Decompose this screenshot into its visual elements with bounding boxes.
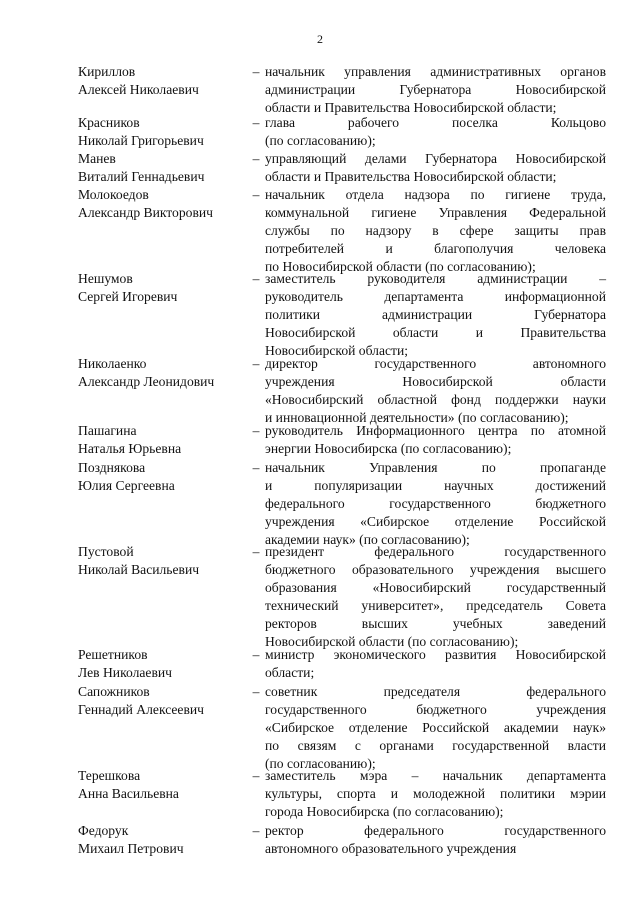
position-line: руководитель Информационного центра по атомной bbox=[265, 423, 606, 438]
position-line: коммунальной гигиене Управления Федеральной bbox=[265, 205, 606, 220]
entry-dash: – bbox=[252, 647, 260, 662]
position-line: бюджетного образовательного учреждения высшего bbox=[265, 562, 606, 577]
member-given-names: Алексей Николаевич bbox=[78, 82, 199, 97]
member-name bbox=[78, 270, 248, 306]
member-given-names: Юлия Сергеевна bbox=[78, 478, 175, 493]
position-line: и инновационной деятельности» (по согласованию); bbox=[265, 410, 569, 425]
member-surname: Сапожников bbox=[78, 684, 150, 699]
entry-dash: – bbox=[252, 115, 260, 130]
position-line: области и Правительства Новосибирской области; bbox=[265, 169, 557, 184]
member-name bbox=[78, 150, 248, 186]
position-line: государственного бюджетного учреждения bbox=[265, 702, 606, 717]
position-line: директор государственного автономного bbox=[265, 356, 606, 371]
position-line: культуры, спорта и молодежной политики мэрии bbox=[265, 786, 606, 801]
position-line: технический университет», председатель Совета bbox=[265, 598, 606, 613]
position-line: автономного образовательного учреждения bbox=[265, 841, 517, 856]
member-position bbox=[265, 63, 606, 117]
member-given-names: Николай Григорьевич bbox=[78, 133, 204, 148]
position-line: начальник управления административных органов bbox=[265, 64, 606, 79]
position-line: руководитель департамента информационной bbox=[265, 289, 606, 304]
member-surname: Красников bbox=[78, 115, 140, 130]
position-line: (по согласованию); bbox=[265, 756, 376, 771]
member-position bbox=[265, 767, 606, 821]
member-surname: Пустовой bbox=[78, 544, 134, 559]
member-surname: Федорук bbox=[78, 823, 129, 838]
position-line: начальник отдела надзора по гигиене труда, bbox=[265, 187, 606, 202]
member-position bbox=[265, 355, 606, 427]
entry-dash: – bbox=[252, 187, 260, 202]
position-line: управляющий делами Губернатора Новосибирской bbox=[265, 151, 606, 166]
position-line: по Новосибирской области (по согласованию); bbox=[265, 259, 536, 274]
member-position bbox=[265, 114, 606, 150]
member-surname: Манев bbox=[78, 151, 116, 166]
position-line: начальник Управления по пропаганде bbox=[265, 460, 606, 475]
position-line: глава рабочего поселка Кольцово bbox=[265, 115, 606, 130]
position-line: федерального государственного бюджетного bbox=[265, 496, 606, 511]
member-given-names: Наталья Юрьевна bbox=[78, 441, 182, 456]
member-name bbox=[78, 186, 248, 222]
member-given-names: Михаил Петрович bbox=[78, 841, 184, 856]
member-given-names: Александр Викторович bbox=[78, 205, 213, 220]
member-position bbox=[265, 683, 606, 773]
member-surname: Решетников bbox=[78, 647, 148, 662]
member-surname: Позднякова bbox=[78, 460, 146, 475]
member-position bbox=[265, 822, 606, 858]
position-line: «Новосибирский областной фонд поддержки науки bbox=[265, 392, 606, 407]
member-given-names: Лев Николаевич bbox=[78, 665, 172, 680]
position-line: энергии Новосибирска (по согласованию); bbox=[265, 441, 512, 456]
member-name bbox=[78, 683, 248, 719]
position-line: области; bbox=[265, 665, 315, 680]
position-line: потребителей и благополучия человека bbox=[265, 241, 606, 256]
entry-dash: – bbox=[252, 151, 260, 166]
member-surname: Терешкова bbox=[78, 768, 141, 783]
member-surname: Молокоедов bbox=[78, 187, 149, 202]
member-position bbox=[265, 270, 606, 360]
position-line: администрации Губернатора Новосибирской bbox=[265, 82, 606, 97]
member-position bbox=[265, 422, 606, 458]
member-given-names: Сергей Игоревич bbox=[78, 289, 178, 304]
position-line: города Новосибирска (по согласованию); bbox=[265, 804, 504, 819]
member-name bbox=[78, 767, 248, 803]
position-line: заместитель мэра – начальник департамента bbox=[265, 768, 606, 783]
entry-dash: – bbox=[252, 423, 260, 438]
position-line: ректор федерального государственного bbox=[265, 823, 606, 838]
member-name bbox=[78, 63, 248, 99]
position-line: образования «Новосибирский государственный bbox=[265, 580, 606, 595]
member-given-names: Николай Васильевич bbox=[78, 562, 200, 577]
position-line: заместитель руководителя администрации – bbox=[265, 271, 606, 286]
member-surname: Пашагина bbox=[78, 423, 137, 438]
position-line: службы по надзору в сфере защиты прав bbox=[265, 223, 606, 238]
member-position bbox=[265, 543, 606, 651]
entry-dash: – bbox=[252, 460, 260, 475]
member-name bbox=[78, 422, 248, 458]
position-line: Новосибирской области; bbox=[265, 343, 409, 358]
entry-dash: – bbox=[252, 823, 260, 838]
member-position bbox=[265, 646, 606, 682]
position-line: советник председателя федерального bbox=[265, 684, 606, 699]
position-line: министр экономического развития Новосибирской bbox=[265, 647, 606, 662]
position-line: области и Правительства Новосибирской области; bbox=[265, 100, 557, 115]
position-line: Новосибирской области и Правительства bbox=[265, 325, 606, 340]
entry-dash: – bbox=[252, 64, 260, 79]
member-surname: Кириллов bbox=[78, 64, 136, 79]
member-position bbox=[265, 150, 606, 186]
position-line: (по согласованию); bbox=[265, 133, 376, 148]
position-line: «Сибирское отделение Российской академии наук» bbox=[265, 720, 606, 735]
member-surname: Нешумов bbox=[78, 271, 133, 286]
member-position bbox=[265, 459, 606, 549]
member-given-names: Геннадий Алексеевич bbox=[78, 702, 205, 717]
position-line: академии наук» (по согласованию); bbox=[265, 532, 470, 547]
entry-dash: – bbox=[252, 768, 260, 783]
member-name bbox=[78, 822, 248, 858]
entry-dash: – bbox=[252, 544, 260, 559]
page-number: 2 bbox=[317, 32, 323, 46]
entry-dash: – bbox=[252, 271, 260, 286]
position-line: учреждения «Сибирское отделение Российской bbox=[265, 514, 606, 529]
position-line: по связям с органами государственной власти bbox=[265, 738, 606, 753]
member-name bbox=[78, 646, 248, 682]
position-line: и популяризации научных достижений bbox=[265, 478, 606, 493]
entry-dash: – bbox=[252, 356, 260, 371]
position-line: президент федерального государственного bbox=[265, 544, 606, 559]
member-given-names: Анна Васильевна bbox=[78, 786, 179, 801]
member-name bbox=[78, 355, 248, 391]
position-line: политики администрации Губернатора bbox=[265, 307, 606, 322]
member-name bbox=[78, 543, 248, 579]
member-name bbox=[78, 114, 248, 150]
entry-dash: – bbox=[252, 684, 260, 699]
position-line: Новосибирской области (по согласованию); bbox=[265, 634, 519, 649]
position-line: ректоров высших учебных заведений bbox=[265, 616, 606, 631]
position-line: учреждения Новосибирской области bbox=[265, 374, 606, 389]
member-given-names: Виталий Геннадьевич bbox=[78, 169, 205, 184]
member-name bbox=[78, 459, 248, 495]
member-surname: Николаенко bbox=[78, 356, 147, 371]
member-position bbox=[265, 186, 606, 276]
member-given-names: Александр Леонидович bbox=[78, 374, 215, 389]
